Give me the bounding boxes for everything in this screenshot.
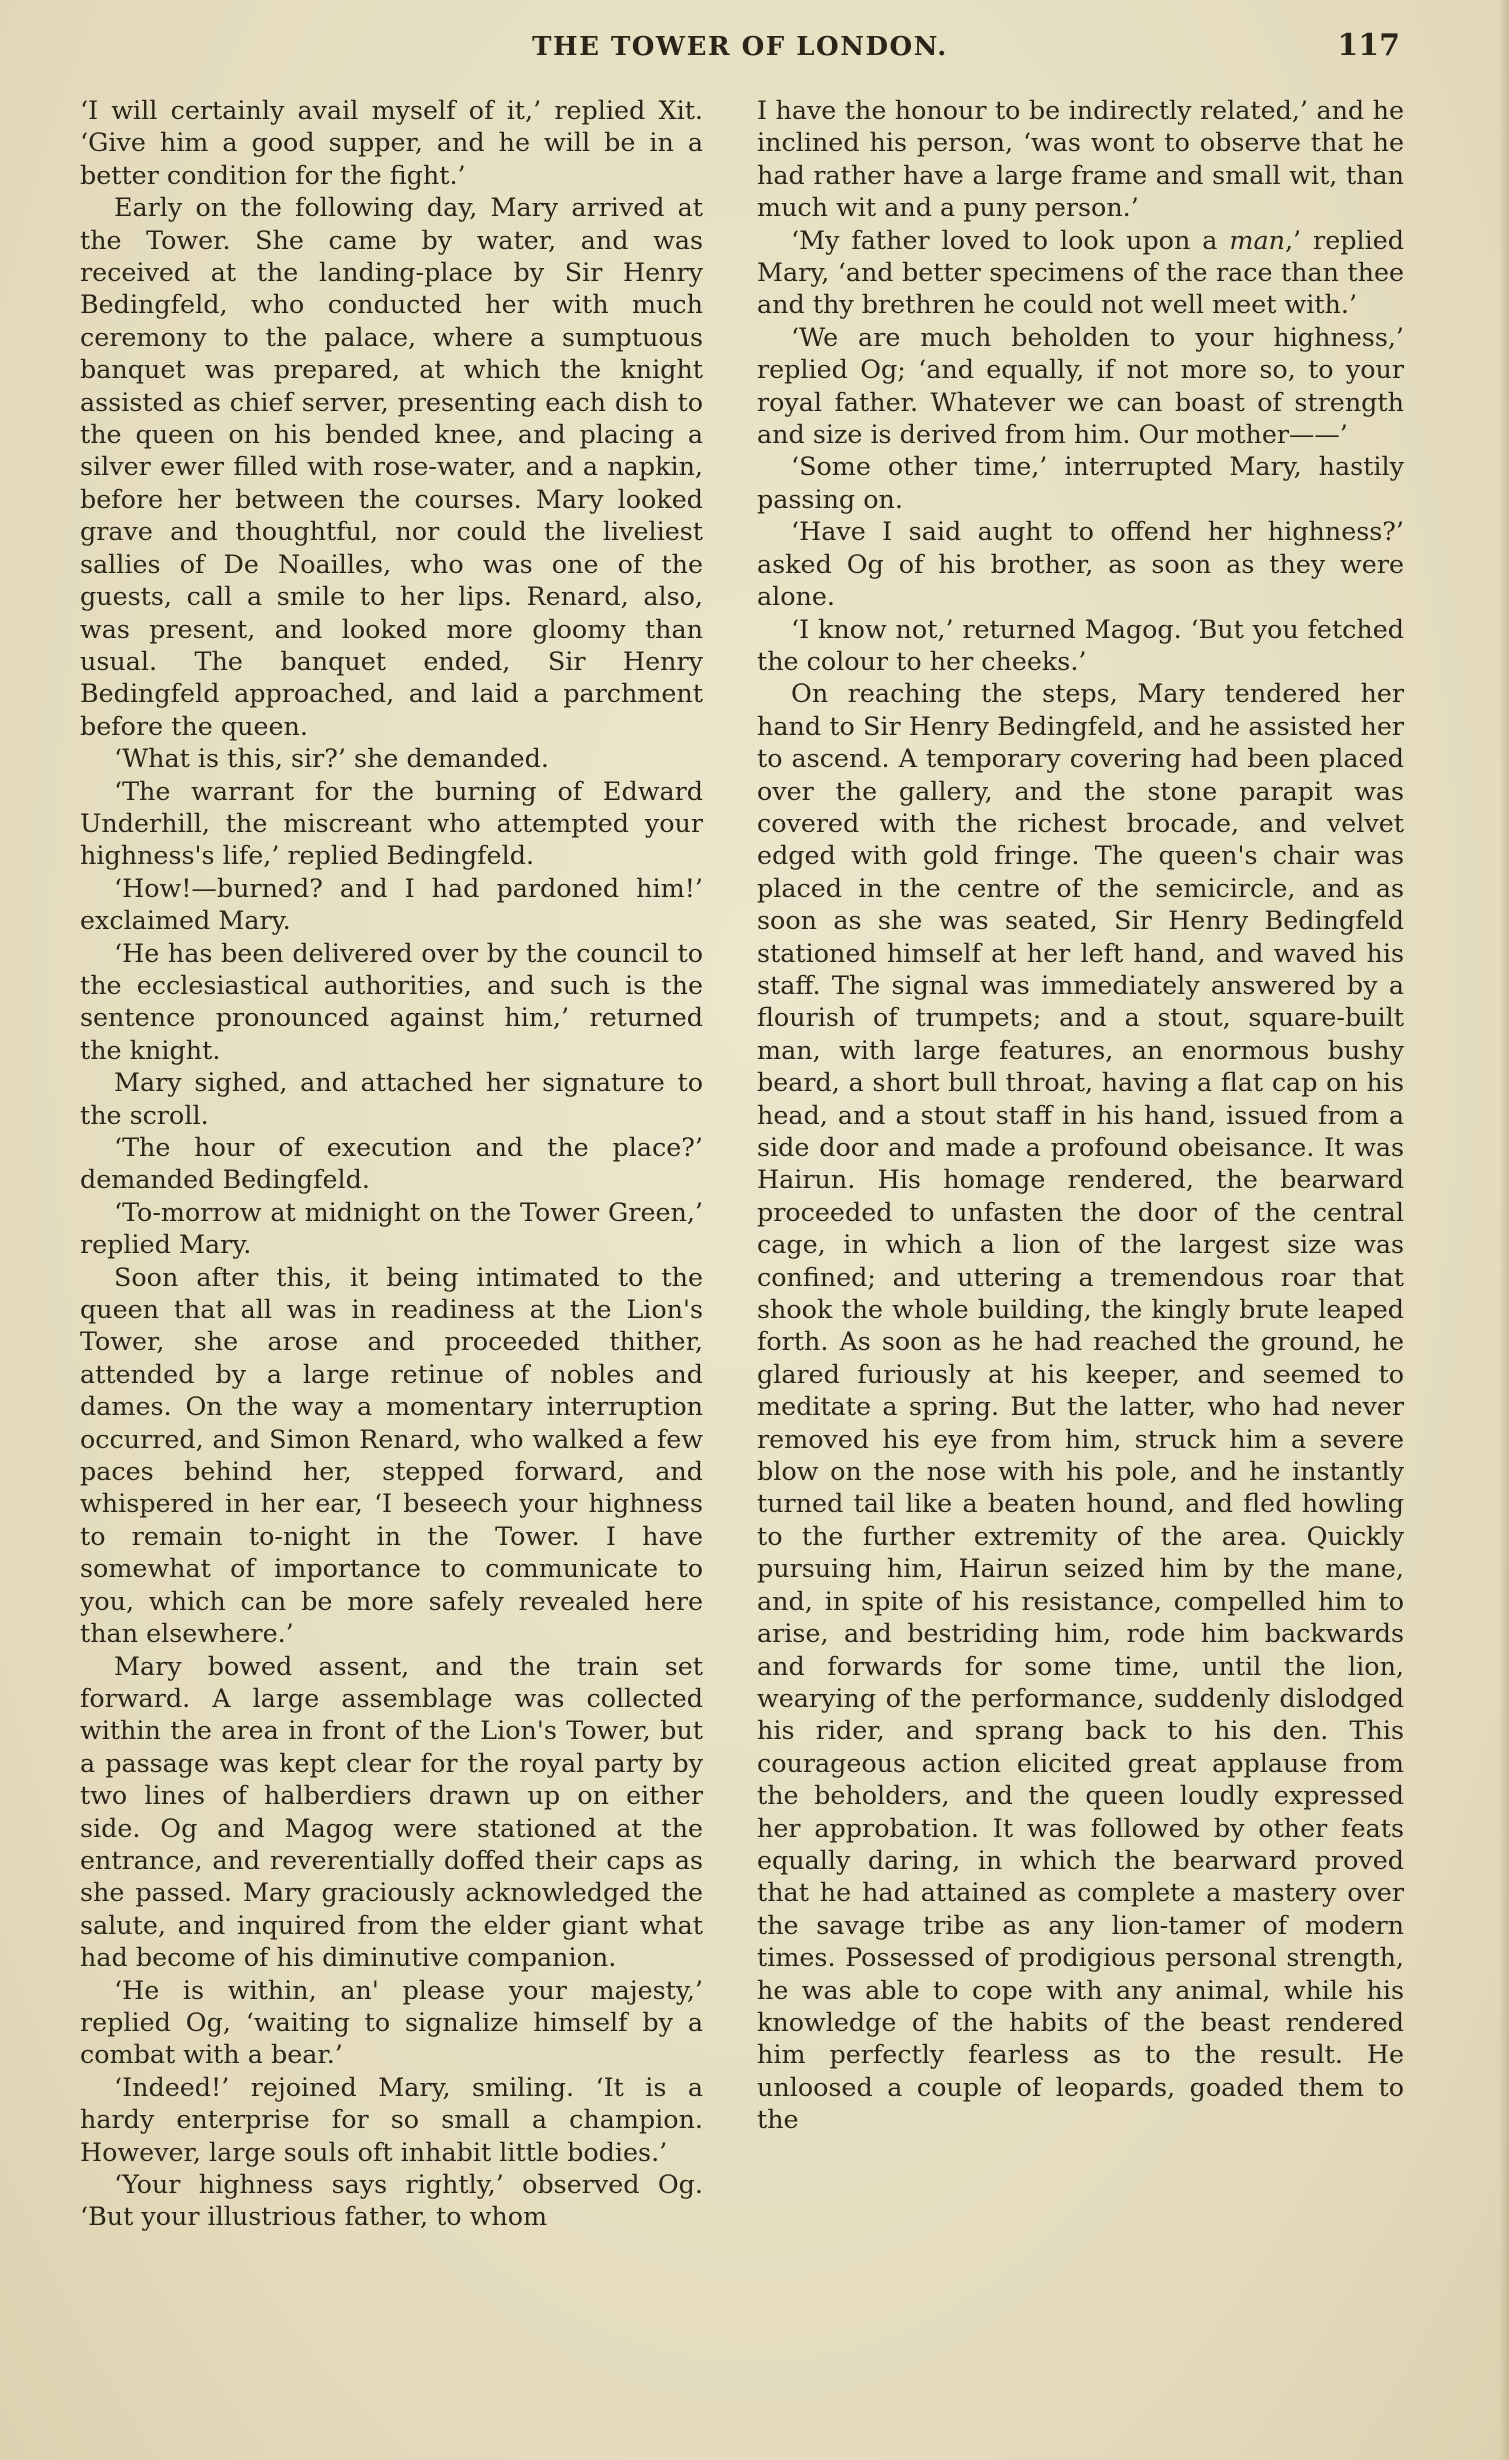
paragraph: ‘The hour of execution and the place?’ demanded Bedingfeld.: [80, 1132, 703, 1195]
paragraph: ‘My father loved to look upon a man,’ replied Mary, ‘and better specimens of the race than thee and thy brethren he could not well meet with.’: [757, 224, 1404, 320]
paragraph: Mary sighed, and attached her signature to the scroll.: [80, 1067, 703, 1130]
paragraph: ‘Indeed!’ rejoined Mary, smiling. ‘It is a hardy enterprise for so small a champion. However, large souls oft inhabit little bodies.’: [80, 2071, 703, 2167]
paragraph: ‘Have I said aught to offend her highness?’ asked Og of his brother, as soon as they were alone.: [757, 516, 1404, 612]
paragraph: ‘He is within, an' please your majesty,’ replied Og, ‘waiting to signalize himself by a combat with a bear.’: [80, 1974, 703, 2070]
paragraph: ‘What is this, sir?’ she demanded.: [114, 743, 549, 774]
paragraph: ‘The warrant for the burning of Edward Underhill, the miscreant who attempted your highness's life,’ replied Bedingfeld.: [80, 775, 703, 871]
paragraph: ‘Your highness says rightly,’ observed Og. ‘But your illustrious father, to whom: [80, 2169, 703, 2232]
right-column: [757, 94, 1404, 2136]
paragraph: ‘I know not,’ returned Magog. ‘But you fetched the colour to her cheeks.’: [757, 613, 1404, 676]
paragraph: ‘I will certainly avail myself of it,’ replied Xit. ‘Give him a good supper, and he will be in a better condition for the fight.’: [80, 95, 703, 190]
emphasis: man: [1229, 224, 1285, 255]
running-title: THE TOWER OF LONDON.: [532, 32, 948, 62]
paragraph: Early on the following day, Mary arrived at the Tower. She came by water, and was received at the landing-place by Sir Henry Bedingfeld, who conducted her with much ceremony to the palace, where a sumptuous banquet was prepared, at which the knight assisted as chief server, presenting each dish to the queen on his bended knee, and placing a silver ewer filled with rose-water, and a napkin, before her between the courses. Mary looked grave and thoughtful, nor could the liveliest sallies of De Noailles, who was one of the guests, call a smile to her lips. Renard, also, was present, and looked more gloomy than usual. The banquet ended, Sir Henry Bedingfeld approached, and laid a parchment before the queen.: [80, 192, 703, 741]
page-number: 117: [1337, 28, 1400, 63]
paragraph: ‘Some other time,’ interrupted Mary, hastily passing on.: [757, 451, 1404, 514]
paragraph: ‘How!—burned? and I had pardoned him!’ exclaimed Mary.: [80, 872, 703, 936]
paragraph: ‘He has been delivered over by the council to the ecclesiastical authorities, and such is the sentence pronounced against him,’ returned the knight.: [80, 937, 703, 1065]
page-header: [60, 28, 1400, 68]
left-column: [80, 94, 703, 2233]
paragraph: ‘To-morrow at midnight on the Tower Green,’ replied Mary.: [80, 1196, 703, 1260]
paragraph: I have the honour to be indirectly related,’ and he inclined his person, ‘was wont to observe that he had rather have a large frame and small wit, than much wit and a puny person.’: [757, 95, 1404, 223]
paragraph: Mary bowed assent, and the train set forward. A large assemblage was collected within the area in front of the Lion's Tower, but a passage was kept clear for the royal party by two lines of halberdiers drawn up on either side. Og and Magog were stationed at the entrance, and reverentially doffed their caps as she passed. Mary graciously acknowledged the salute, and inquired from the elder giant what had become of his diminutive companion.: [80, 1650, 703, 1973]
page-edge-shadow: [1499, 0, 1509, 2460]
paragraph: On reaching the steps, Mary tendered her hand to Sir Henry Bedingfeld, and he assisted her to ascend. A temporary covering had been placed over the gallery, and the stone parapit was covered with the richest brocade, and velvet edged with gold fringe. The queen's chair was placed in the centre of the semicircle, and as soon as she was seated, Sir Henry Bedingfeld stationed himself at her left hand, and waved his staff. The signal was immediately answered by a flourish of trumpets; and a stout, square-built man, with large features, an enormous bushy beard, a short bull throat, having a flat cap on his head, and a stout staff in his hand, issued from a side door and made a profound obeisance. It was Hairun. His homage rendered, the bearward proceeded to unfasten the door of the central cage, in which a lion of the largest size was confined; and uttering a tremendous roar that shook the whole building, the kingly brute leaped forth. As soon as he had reached the ground, he glared furiously at his keeper, and seemed to meditate a spring. But the latter, who had never removed his eye from him, struck him a severe blow on the nose with his pole, and he instantly turned tail like a beaten hound, and fled howling to the further extremity of the area. Quickly pursuing him, Hairun seized him by the mane, and, in spite of his resistance, compelled him to arise, and bestriding him, rode him backwards and forwards for some time, until the lion, wearying of the performance, suddenly dislodged his rider, and sprang back to his den. This courageous action elicited great applause from the beholders, and the queen loudly expressed her approbation. It was followed by other feats equally daring, in which the bearward proved that he had attained as complete a mastery over the savage tribe as any lion-tamer of modern times. Possessed of prodigious personal strength, he was able to cope with any animal, while his knowledge of the habits of the beast rendered him perfectly fearless as to the result. He unloosed a couple of leopards, goaded them to the: [757, 678, 1404, 2135]
paragraph: ‘We are much beholden to your highness,’ replied Og; ‘and equally, if not more so, to your royal father. Whatever we can boast of strength and size is derived from him. Our mother——’: [757, 321, 1404, 450]
paragraph: Soon after this, it being intimated to the queen that all was in readiness at the Lion's Tower, she arose and proceeded thither, attended by a large retinue of nobles and dames. On the way a momentary interruption occurred, and Simon Renard, who walked a few paces behind her, stepped forward, and whispered in her ear, ‘I beseech your highness to remain to-night in the Tower. I have somewhat of importance to communicate to you, which can be more safely revealed here than elsewhere.’: [80, 1261, 703, 1649]
